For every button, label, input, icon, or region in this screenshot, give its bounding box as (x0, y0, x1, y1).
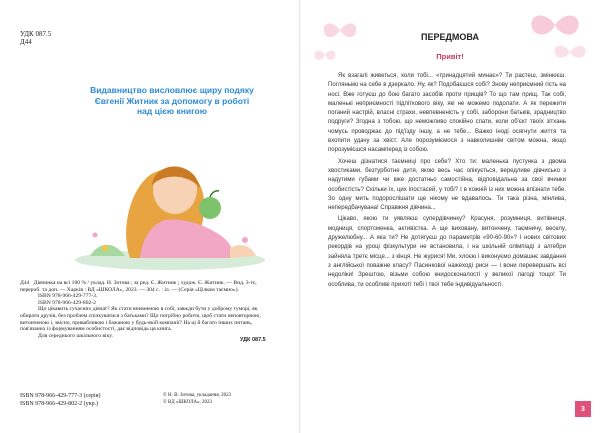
copyright-line: © Н. В. Зотова, укладання, 2023 (163, 393, 232, 398)
preface-paragraph: Цікаво, якою ти уявляєш супердівчинку? Красуня, розумниця, витівниця, модниця, спортсменка, активістка. А ще виховану, витончену, таємничу, веселу, дружелюбну... А яка ти? Не дотягуєш до параметрів «90-60-90»? І нових світових рекордів на уроці фізкультури не встановила, і на шкільній олімпіаді з алгебри зайняла третє місце... з кінця. Не журися! Ми, хлоєю і виконуємо домашнє завдання з англійської поважне класу? Пасинкової нажеході риси — і вони перевершать всі недоліки! Зрештою, візьми собою книдосконалості у великої лагоді тощо! Ти особлива, ти особливі прихоті тебі і твої тебе індивідуальності. (328, 216, 566, 288)
thanks-line: Євгенії Житник за допомогу в роботі (94, 95, 250, 106)
copyright-line: © ВД «ШКОЛА», 2023 (163, 399, 212, 405)
right-page (300, 0, 600, 433)
isbn-ukr: ISBN 978-966-429-802-2 (укр.) (20, 400, 99, 407)
record-annotation: Що цікавить сучасних дівчат? Як стати впевненою в собі, завжди бути у доброму гуморі, як обирати друзів, без проблем спілкуватися з батьками? Що потрібно робити, щоб стати неповторною, витонченою і, звісно, привабливою і бажаною у будь-якій компанії? На ці й багато інших питань, пов'язаних із формуванням особистості, дає відповідь ця книга. (20, 306, 261, 333)
isbn-block (20, 393, 100, 408)
record-isbn-2: ISBN 978-966-429-802-2 (38, 299, 96, 306)
isbn-series: ISBN 978-966-429-777-3 (серія) (20, 393, 101, 399)
record-description: Дівчинка на всі 100 % / уклад. Н. Зотова ; за ред. Є. Житник ; худож. Є. Житник. — Вид. 3-тє, перероб. та доп. — Харків : ВД «ШКОЛА», 2023. — 304 с. : іл. — (Серія «Цілком таємно»). (20, 280, 257, 293)
record-audience: Для середнього шкільного віку. (38, 332, 113, 339)
preface-text (328, 72, 566, 292)
thanks-line: над цією книгою (136, 106, 207, 116)
udk-author-code: Д44 (20, 38, 32, 46)
record-isbn: ISBN 978-966-429-777-3. (38, 293, 98, 300)
girl-illustration (70, 130, 265, 270)
thanks-line: Видавництво висловлює щиру подяку (90, 85, 254, 95)
book-gutter (299, 0, 301, 433)
copyright-block (163, 393, 231, 406)
udk-block (20, 30, 51, 46)
page-title: ПЕРЕДМОВА (421, 32, 479, 42)
acknowledgement (62, 85, 282, 117)
record-udk: УДК 087.5 (240, 337, 266, 343)
preface-paragraph: Хочеш дізнатися таємниці про себе? Хто ти: маленька пустунка з двома хвостиками, безтурботне дитя, якою весь час опікується, вередливе дівчисько з надутими губами чи вже достатньо самостійна, відповідальна за свої вчинки особистість? Скільки їх, цих іпостасей, у тобі? І в кожній із них можна впізнати тебе. Зо одну мить подорослішати ще нікому не вдавалось. Ти така різна, мінлива, непередбачувана! Справжня дівчина... (328, 158, 566, 212)
page-subtitle: Привіт! (436, 52, 464, 61)
preface-paragraph: Як взагалі живеться, коли тобі... «тринадцятий минає»? Ти растеш, змінюєш. Погляньмо на себе в дзеркало. Ну, як? Подобаєшся собі? Знову неприємний гість на носі. Вже готуєш до бою багато засобів проти прищів? То що там прищ. Так собі, маленькі неприємності підліткового віку, які не можемо подолати. А як пережити поганий настрій, власні страхи, невпевненість у собі, заборони батьків, зрадництво подруги? Згодна з тобою, що неможливо спокійно спати, коли об'єкт твоїх зітхань чомусь проводжає до під'їзду іншу, а не тебе... Важко іноді осягнути життя та вхопити удачу за хвіст. Але порозуміємося з навколишнім світом можна, якщо порозумієшся насамперед із собою. (328, 73, 566, 154)
record-prefix: Д44 (20, 280, 30, 286)
page-number: 3 (575, 401, 591, 417)
udk-code: УДК 087.5 (20, 30, 52, 38)
bibliographic-record (20, 280, 270, 339)
